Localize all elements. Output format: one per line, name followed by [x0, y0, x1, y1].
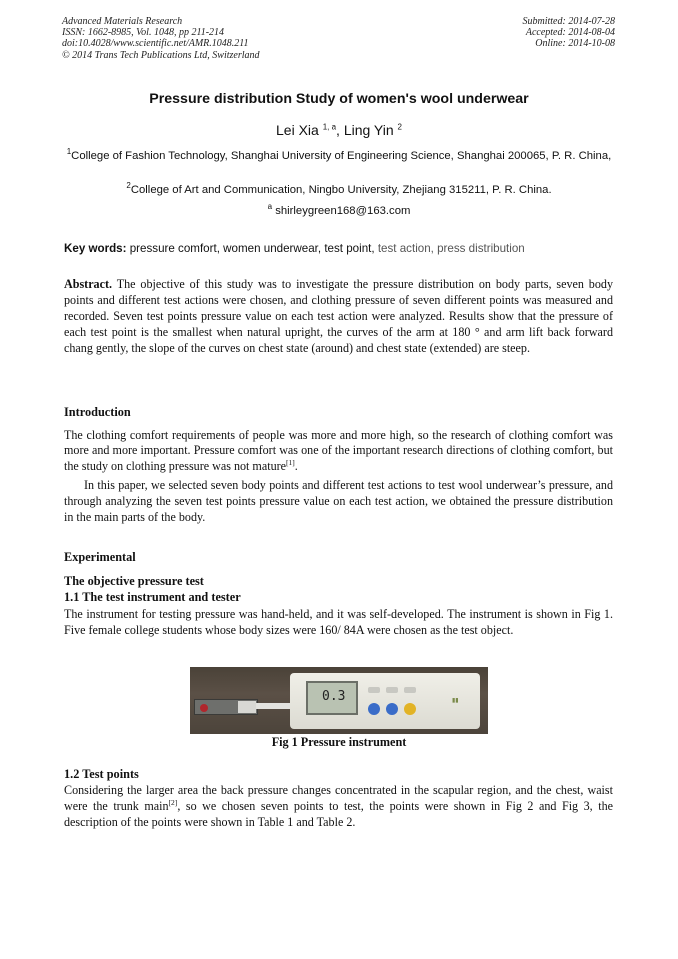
keywords-gray: test action, press distribution — [374, 242, 525, 255]
introduction-paragraph-1 — [64, 428, 613, 474]
paper-title: Pressure distribution Study of women's wool underwear — [149, 91, 529, 107]
objective-test-heading: The objective pressure test — [64, 574, 204, 588]
display-reading: 0.3 — [322, 689, 346, 704]
journal-header-left — [62, 16, 260, 61]
accepted-date: Accepted: 2014-08-04 — [525, 27, 615, 39]
affiliation-2-mark: 2 — [126, 181, 131, 191]
online-date: Online: 2014-10-08 — [535, 38, 615, 50]
intro-p1-text: The clothing comfort requirements of people was more and more high, so the research of clothing comfort was more and more important. Pressure comfort was one of the important research directions of clothing comfort, but the study on clothing pressure was not mature — [64, 428, 613, 473]
issn-line: ISSN: 1662-8985, Vol. 1048, pp 211-214 — [62, 27, 225, 39]
instrument-key-yellow — [404, 703, 416, 715]
author-email — [0, 202, 678, 217]
experimental-heading: Experimental — [64, 550, 136, 564]
instrument-cable — [256, 703, 290, 709]
email-address: shirleygreen168@163.com — [275, 205, 411, 217]
affiliation-1-text: College of Fashion Technology, Shanghai University of Engineering Science, Shanghai 200065, P. R. China, — [71, 150, 612, 162]
author-1: Lei Xia — [276, 122, 319, 138]
keywords-label: Key words: — [64, 242, 127, 255]
s12-text-b: , so we chosen seven points to test, the points were shown in Fig 2 and Fig 3, the description of the points were shown in Table 1 and Table 2. — [64, 799, 613, 830]
affiliation-1 — [62, 149, 616, 163]
abstract — [64, 276, 613, 356]
section-1-1-text: The instrument for testing pressure was hand-held, and it was self-developed. The instrument is shown in Fig 1. Five female college students whose body sizes were 160/ 84A were chosen as the test object. — [64, 607, 613, 638]
section-1-2-text — [64, 782, 613, 830]
instrument-display — [306, 681, 358, 715]
keywords — [64, 242, 616, 255]
author-2: Ling Yin — [343, 122, 394, 138]
author-separator: , — [336, 122, 344, 138]
submitted-date: Submitted: 2014-07-28 — [522, 16, 615, 27]
email-mark: a — [267, 202, 273, 212]
section-1-2-heading: 1.2 Test points — [64, 767, 139, 781]
journal-name: Advanced Materials Research — [62, 16, 183, 27]
s12-text-a: Considering the larger area the back pressure changes concentrated in the scapular region, and the chest, waist were the trunk main — [64, 783, 613, 814]
strap-tab — [238, 701, 256, 713]
doi-line: doi:10.4028/www.scientific.net/AMR.1048.211 — [62, 38, 249, 50]
author-2-affil: 2 — [397, 122, 402, 132]
instrument-key-blue-2 — [386, 703, 398, 715]
pressure-instrument-photo — [190, 667, 488, 734]
instrument-key-gray-3 — [404, 687, 416, 693]
instrument-key-blue-1 — [368, 703, 380, 715]
section-1-1-heading: 1.1 The test instrument and tester — [64, 590, 241, 604]
intro-p1-end: . — [294, 458, 298, 473]
figure-1-caption: Fig 1 Pressure instrument — [271, 735, 407, 749]
author-1-affil: 1, a — [322, 122, 337, 132]
instrument-brand-mark: ▮▮ — [452, 697, 459, 704]
citation-1: [1] — [286, 457, 295, 467]
affiliation-2 — [62, 183, 616, 197]
introduction-paragraph-2: In this paper, we selected seven body points and different test actions to test wool underwear’s pressure, and through analyzing the seven test points pressure value on each test action, we obtained the pressure distribution in the main parts of the body. — [64, 478, 613, 525]
abstract-text: The objective of this study was to investigate the pressure distribution on body parts, seven body points and different test actions were chosen, and clothing pressure of seven different points was measured and recorded. Seven test points pressure value on each test action were analyzed. Results show that the pressure of each test point is the smallest when natural upright, the curves of the arm at 180 ° and arm lift back forward chang gently, the slope of the curves on chest state (around) and chest state (extended) are steep. — [64, 277, 613, 356]
keywords-main: pressure comfort, women underwear, test point, — [126, 242, 375, 255]
copyright-line: © 2014 Trans Tech Publications Ltd, Switzerland — [62, 49, 260, 61]
affiliation-2-text: College of Art and Communication, Ningbo University, Zhejiang 315211, P. R. China. — [130, 184, 552, 196]
citation-2: [2] — [168, 798, 178, 808]
sensor-dot — [200, 704, 208, 712]
author-line — [0, 122, 678, 138]
affiliation-1-mark: 1 — [66, 147, 72, 157]
instrument-key-gray-1 — [368, 687, 380, 693]
introduction-heading: Introduction — [64, 405, 131, 419]
journal-header-right — [523, 16, 616, 50]
instrument-key-gray-2 — [386, 687, 398, 693]
abstract-label: Abstract. — [64, 277, 113, 291]
